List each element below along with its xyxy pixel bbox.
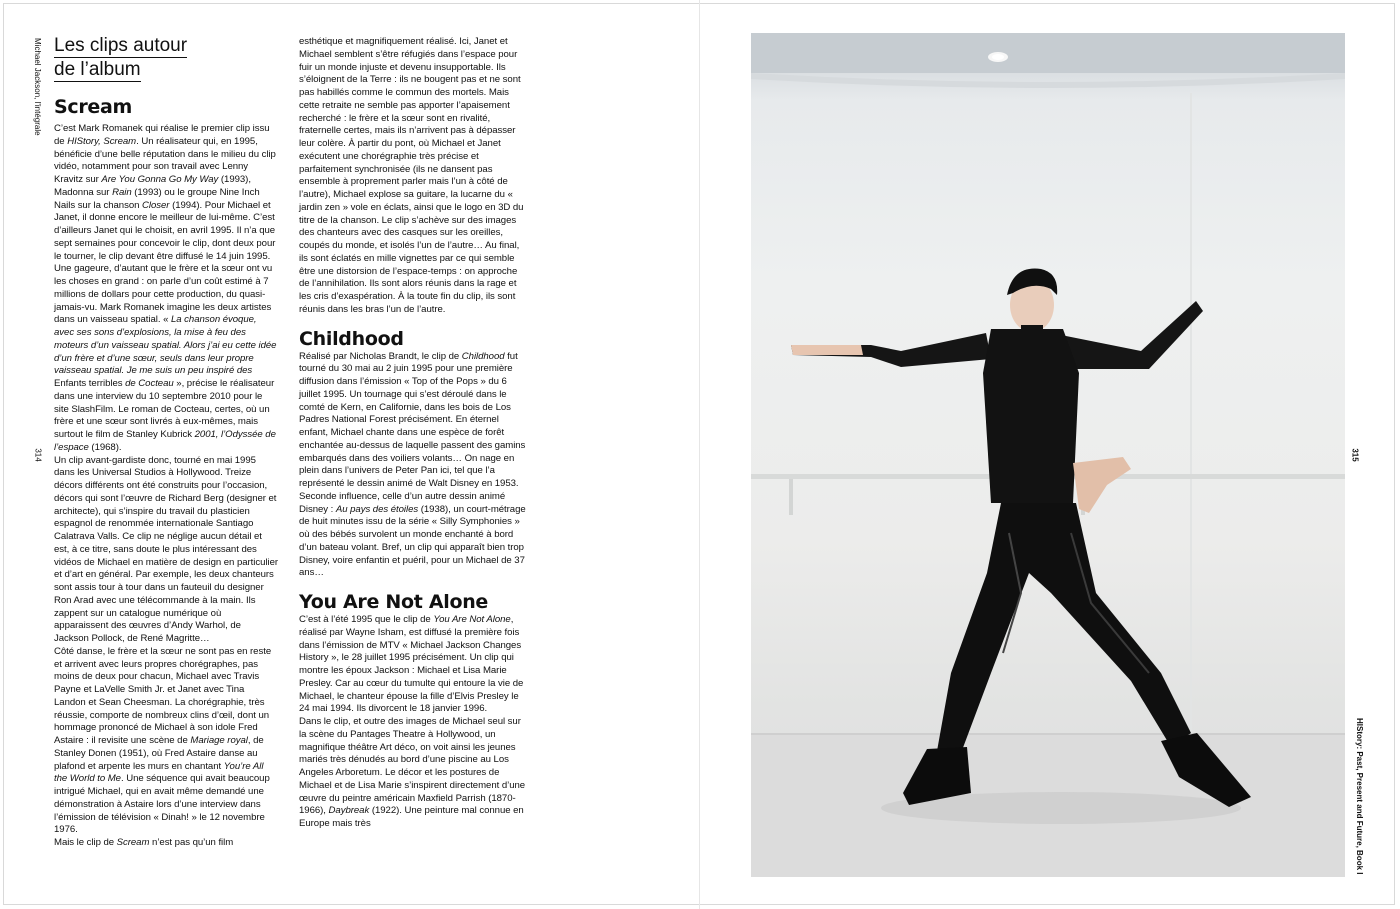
section-heading-childhood: Childhood <box>299 327 404 350</box>
column-left <box>54 123 278 850</box>
column-middle <box>299 36 527 831</box>
running-head-left: Michael Jackson, l'intégrale <box>33 38 42 136</box>
paragraph: Dans le clip, et outre des images de Michael seul sur la scène du Pantages Theatre à Hollywood, un magnifique théâtre Art déco, on voit ainsi les jeunes mariés très dénudés au bord d’une piscine au Los Angeles Arboretum. Le décor et les postures de Michael et de Lisa Marie s’inspirent directement d’une œuvre du peintre américain Maxfield Parrish (1870-1966), Daybreak (1922). Une peinture mal connue en Europe mais très <box>299 716 526 829</box>
page-number-left: 314 <box>33 448 43 462</box>
paragraph: Mais le clip de Scream n’est pas qu’un film <box>54 837 234 848</box>
running-head-right: HIStory: Past, Present and Future, Book I <box>1355 718 1364 875</box>
title-line-1: Les clips autour <box>54 35 188 56</box>
page-title <box>54 34 187 82</box>
paragraph: Un clip avant-gardiste donc, tourné en mai 1995 dans les Universal Studios à Hollywood. Treize décors différents ont été construits pour l’occasion, décors qui sont l’œuvre de Richard Berg (designer et architecte), qui s’inspire du travail du plasticien espagnol de renommée internationale Santiago Calatrava Valls. Ce clip ne néglige aucun détail et est, à ce titre, sans doute le plus intéressant des vidéos de Michael en matière de design en particulier et d’art en général. Par exemple, les deux chanteurs sont assis tour à tour dans un fauteuil du designer Ron Arad avec une télécommande à la main. Ils zappent sur un catalogue numérique où apparaissent des œuvres d’Andy Warhol, de Jackson Pollock, de René Magritte… <box>54 454 278 644</box>
paragraph: Réalisé par Nicholas Brandt, le clip de Childhood fut tourné du 30 mai au 2 juin 1995 pour une première diffusion dans l’émission « Top of the Pops » du 6 juillet 1995. Un tournage qui s’est déroulé dans le comté de Kern, en Californie, dans les bois de Los Padres National Forest précisément. En éternel enfant, Michael chante dans une espèce de forêt enchantée au-dessus de laquelle passent des gamins embarqués dans des voiliers volants… On nage en plein dans l’univers de Peter Pan ici, tel que l’a représenté le dessin animé de Walt Disney en 1953. Seconde influence, celle d’un autre dessin animé Disney : Au pays des étoiles (1938), un court-métrage de huit minutes issu de la série « Silly Symphonies » où des bébés survolent un monde enchanté à bord d’un bateau volant. Bref, un clip qui apparaît bien trop Disney, voire enfantin et puéril, pour un Michael de 37 ans… <box>299 350 526 579</box>
paragraph: C’est Mark Romanek qui réalise le premier clip issu de HIStory, Scream. Un réalisateur qui, en 1995, bénéficie d’une belle réputation dans le milieu du clip vidéo, notamment pour son travail avec Lenny Kravitz sur Are You Gonna Go My Way (1993), Madonna sur Rain (1993) ou le groupe Nine Inch Nails sur la chanson Closer (1994). Pour Michael et Janet, il donne encore le meilleur de lui-même. C’est d’ailleurs Janet qui le choisit, en avril 1995. Il n’a que sept semaines pour concevoir le clip, dont deux pour le tourner, le clip devant être diffusé le 14 juin 1995. Une gageure, d’autant que le frère et la sœur ont vu les choses en grand : on parle d’un coût estimé à 7 millions de dollars pour cette production, du quasi-jamais-vu. Mark Romanek imagine les deux artistes dans un vaisseau spatial. « La chanson évoque, avec ses sons d’explosions, la mise à feu des moteurs d’un vaisseau spatial. Alors j’ai eu cette idée d’un frère et d’une sœur, seuls dans leur propre vaisseau spatial. Je me suis un peu inspiré des Enfants terribles de Cocteau », précise le réalisateur dans une interview du 10 septembre 2010 pour le site SlashFilm. Le roman de Cocteau, certes, où un frère et une sœur sont livrés à eux-mêmes, mais surtout le film de Stanley Kubrick 2001, l’Odyssée de l’espace (1968). <box>54 123 277 453</box>
title-line-2: de l’album <box>54 59 141 80</box>
section-heading-scream: Scream <box>54 96 133 118</box>
page-number-right: 315 <box>1350 448 1360 462</box>
michael-jackson-photo <box>751 33 1345 877</box>
section-heading-you-are-not-alone: You Are Not Alone <box>299 591 489 613</box>
paragraph: Côté danse, le frère et la sœur ne sont pas en reste et arrivent avec leurs propres chorégraphes, pas moins de deux pour chacun, Michael avec Travis Payne et LaVelle Smith Jr. et Janet avec Tina Landon et Sean Cheesman. La chorégraphie, très réussie, comporte de nombreux clins d’œil, dont un hommage prononcé de Michael à son idole Fred Astaire : il revisite une scène de Mariage royal, de Stanley Donen (1951), où Fred Astaire danse au plafond et arpente les murs en chantant You’re All the World to Me. Une séquence qui avait beaucoup intrigué Michael, qui en avait même demandé une démonstration à Astaire lors d’une interview dans l’émission de télévision « Dinah! » le 12 novembre 1976. <box>54 645 272 836</box>
paragraph: esthétique et magnifiquement réalisé. Ici, Janet et Michael semblent s’être réfugiés dans l’espace pour fuir un monde injuste et devenu insupportable. Ils s’éloignent de la Terre : ils ne bougent pas et ne sont pas habillés comme le commun des mortels. Mais cette retraite ne semble pas apporter l’apaisement recherché : le frère et la sœur sont en rivalité, fraternelle certes, mais ils n’arrivent pas à dépasser leur colère. À partir du pont, où Michael et Janet exécutent une chorégraphie très précise et parfaitement synchronisée (ils ne dansent pas ensemble à proprement parler mais l’un à côté de l’autre), Michael explose sa guitare, la lucarne du « jardin zen » vole en éclats, ainsi que le logo en 3D du titre de la chanson. Le clip s’achève sur des images des chanteurs avec des casques sur les oreilles, coupés du monde, et isolés l’un de l’autre… Au final, ils sont éclatés en mille vignettes par ce qui semble être une distorsion de l’espace-temps : on approche de l’annihilation. Ils sont alors réunis dans la rage et les cris d’exaspération. À la toute fin du clip, ils sont réunis dans les bras l’un de l’autre. <box>299 36 524 315</box>
spread-gutter <box>699 0 700 909</box>
paragraph: C’est à l’été 1995 que le clip de You Are Not Alone, réalisé par Wayne Isham, est diffusé la première fois dans l’émission de MTV « Michael Jackson Changes History », le 28 juillet 1995 précisément. Un clip qui montre les époux Jackson : Michael et Lisa Marie Presley. Car au cœur du tumulte qui entoure la vie de Michael, le chanteur épouse la fille d’Elvis Presley le 24 mai 1994. Ils divorcent le 18 janvier 1996. <box>299 614 524 715</box>
